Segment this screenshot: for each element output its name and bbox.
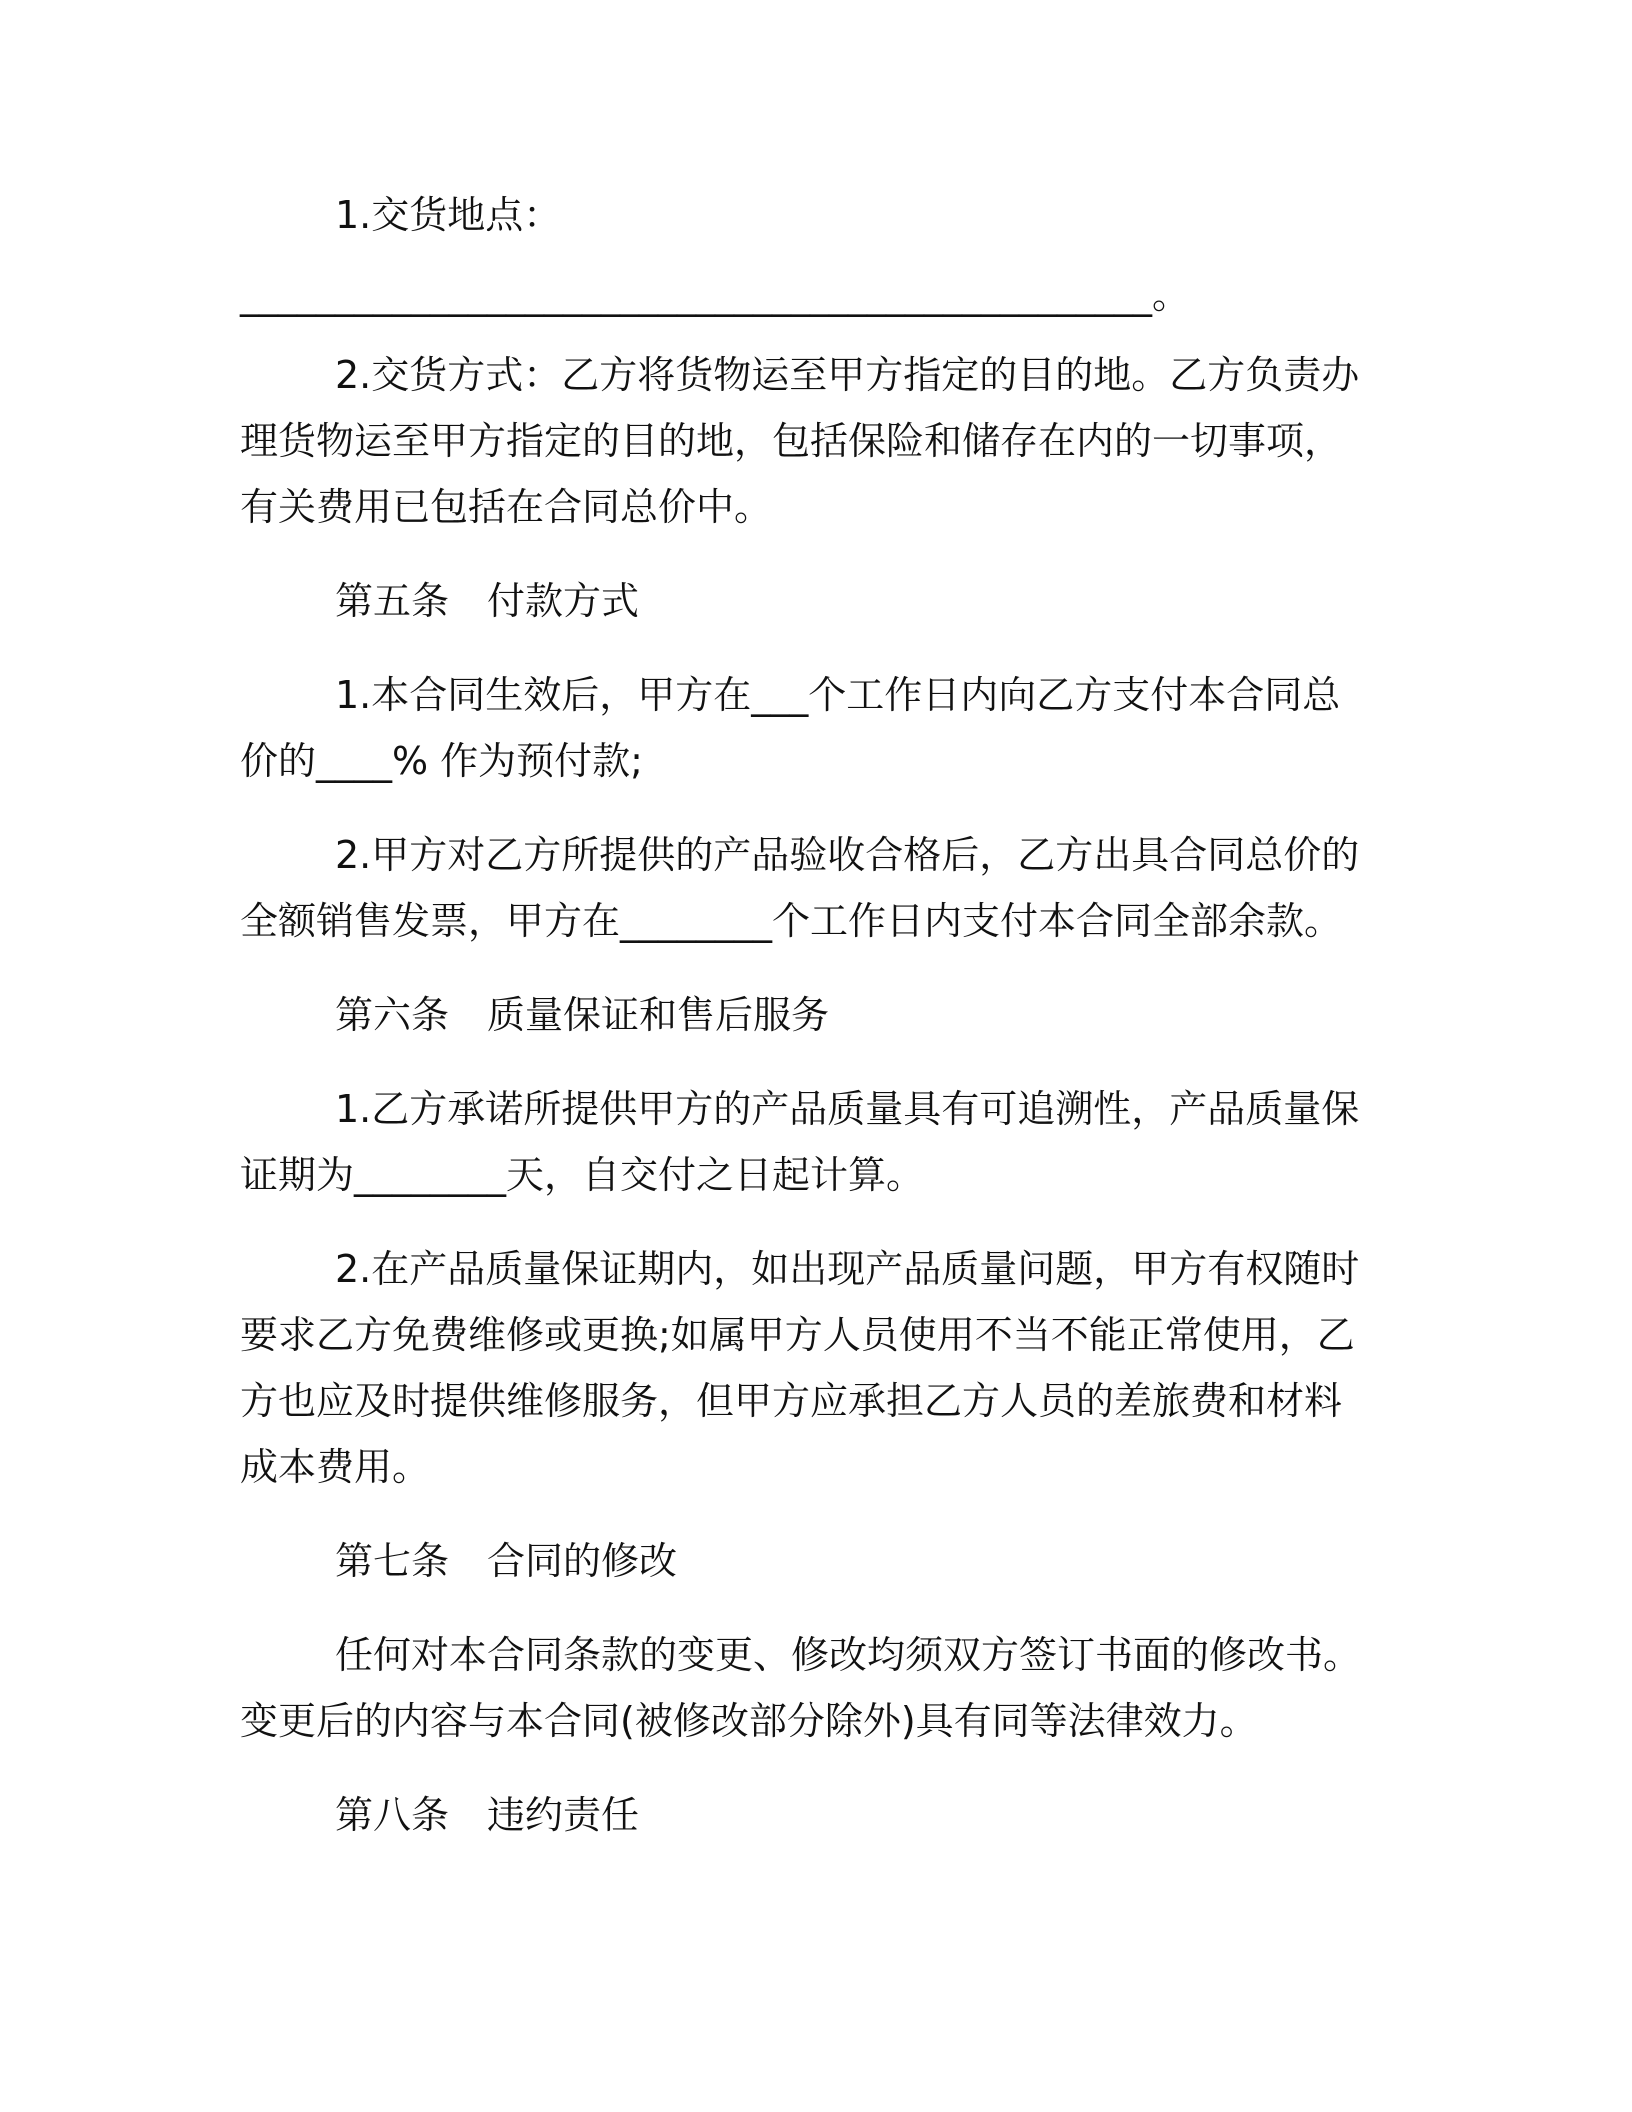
delivery-place-blank: ________________________________________________。 bbox=[240, 273, 1191, 317]
article-5-heading: 第五条 付款方式 bbox=[335, 579, 640, 623]
quality-item-1: 1.乙方承诺所提供甲方的产品质量具有可追溯性，产品质量保证期为________天，自交付之日起计算。 bbox=[240, 1087, 1360, 1197]
amendment-paragraph: 任何对本合同条款的变更、修改均须双方签订书面的修改书。变更后的内容与本合同(被修改部分除外)具有同等法律效力。 bbox=[240, 1633, 1362, 1743]
delivery-place-item: 1.交货地点： bbox=[335, 193, 562, 237]
article-6-heading: 第六条 质量保证和售后服务 bbox=[335, 993, 830, 1037]
delivery-method-item: 2.交货方式：乙方将货物运至甲方指定的目的地。乙方负责办理货物运至甲方指定的目的地，包括保险和储存在内的一切事项，有关费用已包括在合同总价中。 bbox=[240, 353, 1360, 529]
payment-item-1: 1.本合同生效后，甲方在___个工作日内向乙方支付本合同总价的____% 作为预付款; bbox=[240, 673, 1341, 783]
quality-item-2: 2.在产品质量保证期内，如出现产品质量问题，甲方有权随时要求乙方免费维修或更换;如属甲方人员使用不当不能正常使用，乙方也应及时提供维修服务，但甲方应承担乙方人员的差旅费和材料成本费用。 bbox=[240, 1247, 1360, 1489]
article-7-heading: 第七条 合同的修改 bbox=[335, 1539, 678, 1583]
payment-item-2: 2.甲方对乙方所提供的产品验收合格后，乙方出具合同总价的全额销售发票，甲方在________个工作日内支付本合同全部余款。 bbox=[240, 833, 1360, 943]
article-8-heading: 第八条 违约责任 bbox=[335, 1793, 640, 1837]
